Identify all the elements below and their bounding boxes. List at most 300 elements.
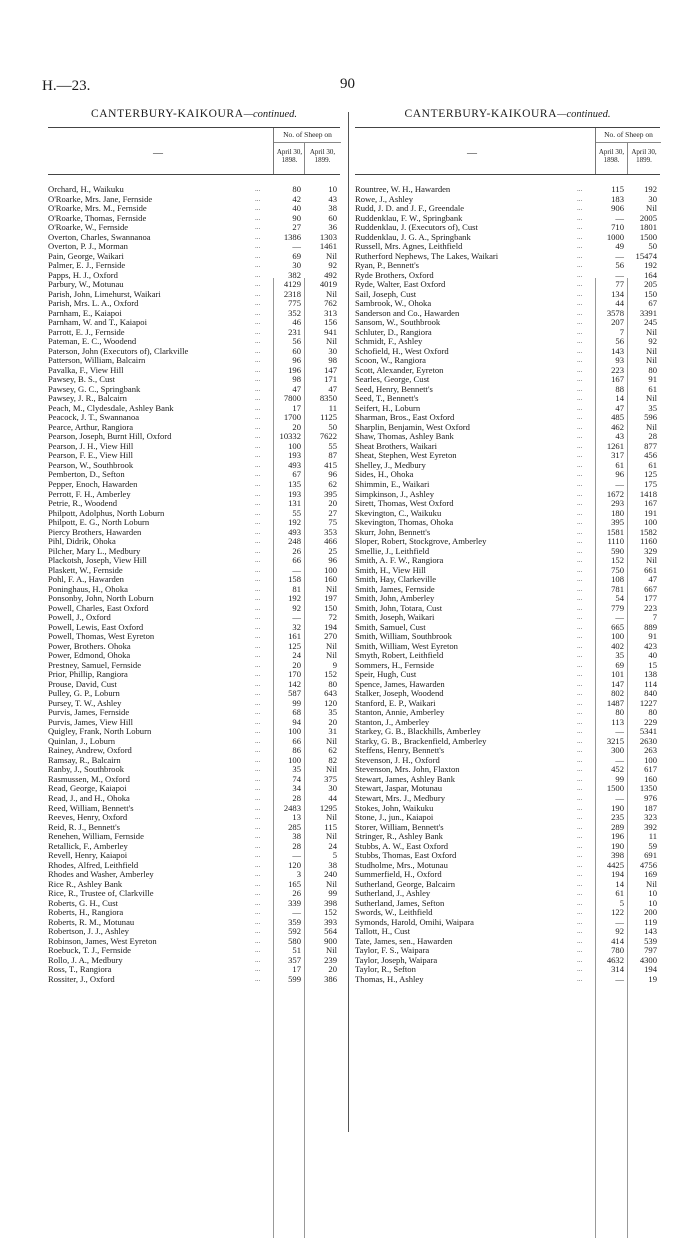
- owner-name: Rice R., Ashley Bank: [48, 878, 123, 889]
- leader-dots: ...: [577, 603, 583, 612]
- leader-dots: ...: [577, 870, 583, 879]
- owner-name: Robertson, J. J., Ashley: [48, 926, 129, 937]
- leader-dots: ...: [577, 594, 583, 603]
- owner-name: Powell, Thomas, West Eyreton: [48, 631, 155, 642]
- leader-dots: ...: [255, 594, 261, 603]
- sheep-1898: 193: [288, 488, 301, 499]
- sheep-1899: Nil: [326, 812, 337, 823]
- sheep-1899: 100: [644, 517, 657, 528]
- leader-dots: ...: [255, 755, 261, 764]
- sheep-1898: 194: [611, 869, 624, 880]
- sheep-1899: 1418: [639, 488, 657, 499]
- leader-dots: ...: [577, 232, 583, 241]
- leader-dots: ...: [577, 556, 583, 565]
- sheep-1898: 77: [615, 279, 624, 290]
- owner-name: Pawsey, G. C., Springbank: [48, 383, 141, 394]
- owner-name: Pohl, F. A., Hawarden: [48, 574, 124, 585]
- leader-dots: ...: [577, 822, 583, 831]
- owner-name: Smith, H., View Hill: [355, 564, 426, 575]
- sheep-1898: 1672: [606, 488, 624, 499]
- sheep-1899: 245: [644, 317, 657, 328]
- sheep-1899: Nil: [646, 878, 657, 889]
- leader-dots: ...: [255, 841, 261, 850]
- sheep-1898: 285: [288, 821, 301, 832]
- leader-dots: ...: [255, 384, 261, 393]
- owner-name: Ryde, Walter, East Oxford: [355, 279, 446, 290]
- sheep-1898: 2318: [283, 288, 301, 299]
- sheep-1899: 67: [648, 298, 657, 309]
- owner-name: Paterson, John (Executors of), Clarkville: [48, 345, 189, 356]
- owner-name: Powell, Lewis, East Oxford: [48, 621, 144, 632]
- owner-name: Roberts, R. M., Motunau: [48, 916, 135, 927]
- owner-name: Robinson, James, West Eyreton: [48, 935, 157, 946]
- sheep-1898: 28: [292, 840, 301, 851]
- column-divider: [348, 112, 349, 1132]
- sheep-1898: 493: [288, 526, 301, 537]
- sheep-1898: 193: [288, 450, 301, 461]
- sheep-1898: 158: [288, 574, 301, 585]
- table-row: [355, 975, 660, 985]
- leader-dots: ...: [255, 889, 261, 898]
- owner-name: Parnham, W. and T., Kaiapoi: [48, 317, 147, 328]
- leader-dots: ...: [255, 784, 261, 793]
- sheep-1899: 10: [648, 897, 657, 908]
- sheep-1898: 167: [611, 374, 624, 385]
- sheep-1898: 152: [611, 555, 624, 566]
- sheep-1898: 98: [292, 374, 301, 385]
- sheep-1898: 94: [292, 716, 301, 727]
- sheep-1899: 11: [328, 402, 337, 413]
- table-body: [355, 185, 660, 984]
- sheep-1898: 14: [615, 878, 624, 889]
- sheep-1899: Nil: [326, 336, 337, 347]
- owner-name: Smith, William, West Eyreton: [355, 640, 458, 651]
- sheep-1898: 780: [611, 945, 624, 956]
- leader-dots: ...: [577, 851, 583, 860]
- sheep-1898: 775: [288, 298, 301, 309]
- sheep-1898: 359: [288, 916, 301, 927]
- owner-name: Patterson, William, Balcairn: [48, 355, 146, 366]
- sheep-1898: 2483: [283, 802, 301, 813]
- leader-dots: ...: [255, 375, 261, 384]
- sheep-1898: 96: [292, 355, 301, 366]
- sheep-1898: 147: [611, 678, 624, 689]
- owner-name: Pearson, F. E., View Hill: [48, 450, 134, 461]
- leader-dots: ...: [577, 813, 583, 822]
- owner-name: Taylor, R., Sefton: [355, 964, 416, 975]
- leader-dots: ...: [255, 356, 261, 365]
- sheep-1898: —: [292, 850, 301, 861]
- owner-name: Pain, George, Waikari: [48, 250, 124, 261]
- sheep-1898: 590: [611, 545, 624, 556]
- sheep-1898: 74: [292, 773, 301, 784]
- sheep-1899: 156: [324, 317, 337, 328]
- sheep-1898: 40: [292, 203, 301, 214]
- sheep-1899: 92: [648, 336, 657, 347]
- owner-name: Reid, R. J., Bennett's: [48, 821, 120, 832]
- owner-name: Pepper, Enoch, Hawarden: [48, 478, 138, 489]
- sheep-1899: 200: [644, 907, 657, 918]
- leader-dots: ...: [255, 765, 261, 774]
- header-1899: April 30, 1899.: [304, 143, 340, 174]
- leader-dots: ...: [577, 641, 583, 650]
- owner-name: Stanton, J., Amberley: [355, 716, 430, 727]
- sheep-1898: 35: [615, 650, 624, 661]
- leader-dots: ...: [577, 860, 583, 869]
- leader-dots: ...: [577, 403, 583, 412]
- sheep-1899: 191: [644, 507, 657, 518]
- sheep-1898: 135: [288, 478, 301, 489]
- sheep-1898: 54: [615, 593, 624, 604]
- owner-name: O'Roarke, Mrs. Jane, Fernside: [48, 193, 153, 204]
- owner-name: Stokes, John, Waikuku: [355, 802, 434, 813]
- left-table: [48, 108, 340, 984]
- owner-name: Parish, John, Limehurst, Waikari: [48, 288, 161, 299]
- sheep-1898: 49: [615, 241, 624, 252]
- leader-dots: ...: [577, 955, 583, 964]
- owner-name: Petrie, R., Woodend: [48, 498, 118, 509]
- sheep-1899: 82: [328, 754, 337, 765]
- sheep-1899: 661: [644, 564, 657, 575]
- sheep-1899: 119: [644, 916, 657, 927]
- owner-name: Starky, G. B., Brackenfield, Amberley: [355, 735, 487, 746]
- owner-name: Shimmin, E., Waikari: [355, 478, 430, 489]
- leader-dots: ...: [577, 337, 583, 346]
- owner-name: Pursey, T. W., Ashley: [48, 697, 122, 708]
- table-row: [48, 975, 340, 985]
- owner-name: Stewart, Jaspar, Motunau: [355, 783, 443, 794]
- owner-name: Smith, Samuel, Cust: [355, 621, 426, 632]
- sheep-1898: 32: [292, 621, 301, 632]
- sheep-1898: 192: [288, 517, 301, 528]
- leader-dots: ...: [577, 451, 583, 460]
- sheep-1898: 779: [611, 602, 624, 613]
- sheep-1898: 1581: [606, 526, 624, 537]
- owner-name: Pawsey, J. R., Balcairn: [48, 393, 127, 404]
- owner-name: Palmer, E. J., Fernside: [48, 260, 126, 271]
- sheep-1898: 1110: [607, 536, 624, 547]
- owner-name: Sharplin, Benjamin, West Oxford: [355, 421, 470, 432]
- owner-name: Shelley, J., Medbury: [355, 459, 426, 470]
- sheep-1898: 38: [292, 831, 301, 842]
- leader-dots: ...: [577, 479, 583, 488]
- table-header: [355, 127, 660, 175]
- sheep-1898: 56: [615, 336, 624, 347]
- sheep-1898: 47: [292, 383, 301, 394]
- right-table: [355, 108, 660, 984]
- leader-dots: ...: [577, 499, 583, 508]
- sheep-1898: 180: [611, 507, 624, 518]
- leader-dots: ...: [577, 755, 583, 764]
- sheep-1898: 17: [292, 402, 301, 413]
- sheep-1899: 61: [648, 383, 657, 394]
- sheep-1899: 30: [328, 783, 337, 794]
- owner-name: Sutherland, George, Balcairn: [355, 878, 456, 889]
- sheep-1898: 28: [292, 793, 301, 803]
- sheep-1898: —: [615, 612, 624, 623]
- leader-dots: ...: [577, 946, 583, 955]
- leader-dots: ...: [577, 727, 583, 736]
- owner-name: Revell, Henry, Kaiapoi: [48, 850, 128, 861]
- sheep-1898: —: [615, 250, 624, 261]
- leader-dots: ...: [577, 194, 583, 203]
- owner-name: Searles, George, Cust: [355, 374, 430, 385]
- sheep-1899: Nil: [646, 326, 657, 337]
- sheep-1898: —: [615, 973, 624, 984]
- owner-name: Papps, H. J., Oxford: [48, 269, 118, 280]
- sheep-1898: 69: [615, 659, 624, 670]
- sheep-1899: 47: [328, 383, 337, 394]
- sheep-1899: 1500: [639, 231, 657, 242]
- owner-name: Sanderson and Co., Hawarden: [355, 307, 460, 318]
- sheep-1898: 289: [611, 821, 624, 832]
- group-caption: No. of Sheep on: [596, 128, 661, 143]
- leader-dots: ...: [255, 660, 261, 669]
- owner-name: Pearce, Arthur, Rangiora: [48, 421, 134, 432]
- sheep-1899: 11: [648, 831, 657, 842]
- owner-name: Taylor, F. S., Waipara: [355, 945, 430, 956]
- leader-dots: ...: [255, 365, 261, 374]
- sheep-1899: 147: [324, 364, 337, 375]
- owner-name: Smith, James, Fernside: [355, 583, 435, 594]
- sheep-1899: 15: [648, 659, 657, 670]
- leader-dots: ...: [577, 660, 583, 669]
- sheep-1898: 196: [611, 831, 624, 842]
- leader-dots: ...: [577, 965, 583, 974]
- sheep-1898: —: [292, 564, 301, 575]
- sheep-1898: 81: [292, 583, 301, 594]
- sheep-1899: 30: [648, 193, 657, 204]
- owner-name: Schmidt, F., Ashley: [355, 336, 423, 347]
- leader-dots: ...: [577, 670, 583, 679]
- title-text: CANTERBURY-KAIKOURA: [91, 108, 244, 120]
- leader-dots: ...: [255, 965, 261, 974]
- sheep-1899: Nil: [326, 945, 337, 956]
- leader-dots: ...: [255, 518, 261, 527]
- leader-dots: ...: [577, 280, 583, 289]
- sheep-1898: 34: [292, 783, 301, 794]
- owner-name: Pilcher, Mary L., Medbury: [48, 545, 141, 556]
- leader-dots: ...: [577, 879, 583, 888]
- owner-name: Pemberton, D., Sefton: [48, 469, 125, 480]
- sheep-1898: 68: [292, 707, 301, 718]
- leader-dots: ...: [255, 413, 261, 422]
- owner-name: Smith, Joseph, Waikari: [355, 612, 435, 623]
- sheep-1899: 38: [328, 859, 337, 870]
- leader-dots: ...: [255, 441, 261, 450]
- leader-dots: ...: [255, 927, 261, 936]
- sheep-1899: 177: [644, 593, 657, 604]
- leader-dots: ...: [577, 384, 583, 393]
- sheep-1898: 906: [611, 203, 624, 214]
- leader-dots: ...: [577, 565, 583, 574]
- sheep-1899: 96: [328, 469, 337, 480]
- sheep-1898: 314: [611, 964, 624, 975]
- sheep-1898: 66: [292, 735, 301, 746]
- sheep-1898: 100: [288, 726, 301, 737]
- owner-name: Symonds, Harold, Omihi, Waipara: [355, 916, 474, 927]
- sheep-1898: 56: [615, 260, 624, 271]
- sheep-1899: Nil: [326, 735, 337, 746]
- sheep-1899: 31: [328, 726, 337, 737]
- sheep-1898: 382: [288, 269, 301, 280]
- sheep-1899: Nil: [646, 345, 657, 356]
- sheep-1899: 205: [644, 279, 657, 290]
- sheep-1899: 539: [644, 935, 657, 946]
- sheep-1899: 7622: [319, 431, 337, 442]
- owner-name: Reed, William, Bennett's: [48, 802, 134, 813]
- owner-name: Smith, Hay, Clarkeville: [355, 574, 437, 585]
- sheep-1899: Nil: [646, 355, 657, 366]
- leader-dots: ...: [255, 746, 261, 755]
- leader-dots: ...: [255, 708, 261, 717]
- sheep-1898: 27: [292, 222, 301, 233]
- sheep-1899: 398: [324, 897, 337, 908]
- sheep-1898: 100: [288, 440, 301, 451]
- owner-name: Schluter, D., Rangiora: [355, 326, 432, 337]
- leader-dots: ...: [255, 651, 261, 660]
- column-rule: [273, 278, 274, 1238]
- owner-name: Ryde Brothers, Oxford: [355, 269, 434, 280]
- leader-dots: ...: [577, 185, 583, 193]
- sheep-1899: 877: [644, 440, 657, 451]
- owner-name: Stubbs, A. W., East Oxford: [355, 840, 449, 851]
- group-caption: No. of Sheep on: [274, 128, 341, 143]
- sheep-1899: 1227: [639, 697, 657, 708]
- leader-dots: ...: [255, 689, 261, 698]
- owner-name: Ruddenklau, J. G. A., Springbank: [355, 231, 471, 242]
- sheep-1898: 143: [611, 345, 624, 356]
- header-1898: April 30, 1898.: [598, 148, 625, 164]
- sheep-1899: 62: [328, 478, 337, 489]
- sheep-1899: 143: [644, 926, 657, 937]
- column-rule: [595, 278, 596, 1238]
- leader-dots: ...: [255, 698, 261, 707]
- owner-name: Stevenson, Mrs. John, Flaxton: [355, 764, 460, 775]
- owner-name: Stanton, Annie, Amberley: [355, 707, 445, 718]
- sheep-1898: 17: [292, 964, 301, 975]
- sheep-1899: 1295: [319, 802, 337, 813]
- sheep-1898: —: [615, 726, 624, 737]
- leader-dots: ...: [255, 727, 261, 736]
- sheep-1898: 196: [288, 364, 301, 375]
- sheep-1899: 7: [652, 612, 657, 623]
- sheep-1898: 293: [611, 498, 624, 509]
- page-number: 90: [340, 76, 355, 92]
- sheep-1898: 599: [288, 973, 301, 984]
- leader-dots: ...: [255, 185, 261, 193]
- sheep-1899: 175: [644, 478, 657, 489]
- owner-name: O'Roarke, W., Fernside: [48, 222, 129, 233]
- sheep-1899: 840: [644, 688, 657, 699]
- leader-dots: ...: [255, 422, 261, 431]
- sheep-1898: 44: [615, 298, 624, 309]
- sheep-1899: 38: [328, 203, 337, 214]
- sheep-1899: 30: [328, 345, 337, 356]
- leader-dots: ...: [577, 651, 583, 660]
- sheep-1899: 80: [648, 707, 657, 718]
- column-rule: [627, 278, 628, 1238]
- sheep-1899: Nil: [646, 555, 657, 566]
- sheep-1899: 1125: [320, 412, 337, 423]
- sheep-1899: 270: [324, 631, 337, 642]
- sheep-1899: 2005: [639, 212, 657, 223]
- leader-dots: ...: [577, 327, 583, 336]
- title-text: CANTERBURY-KAIKOURA: [404, 108, 558, 120]
- sheep-1899: Nil: [326, 640, 337, 651]
- leader-dots: ...: [577, 613, 583, 622]
- sheep-1899: 36: [328, 222, 337, 233]
- leader-dots: ...: [577, 413, 583, 422]
- owner-name: Sail, Joseph, Cust: [355, 288, 417, 299]
- leader-dots: ...: [255, 280, 261, 289]
- sheep-1899: 2630: [639, 735, 657, 746]
- owner-name: Philpott, E. G., North Loburn: [48, 517, 150, 528]
- sheep-1898: 750: [611, 564, 624, 575]
- sheep-1899: 120: [324, 697, 337, 708]
- header-1898: April 30, 1898.: [276, 148, 303, 164]
- leader-dots: ...: [255, 641, 261, 650]
- sheep-1899: 5: [332, 850, 337, 861]
- owner-name: Roberts, G. H., Cust: [48, 897, 118, 908]
- owner-name: Prestney, Samuel, Fernside: [48, 659, 142, 670]
- owner-name: Parish, Mrs. L. A., Oxford: [48, 298, 139, 309]
- sheep-1899: 20: [328, 964, 337, 975]
- sheep-1899: 4019: [319, 279, 337, 290]
- leader-dots: ...: [577, 289, 583, 298]
- sheep-1899: 941: [324, 326, 337, 337]
- sheep-1899: 194: [644, 964, 657, 975]
- sheep-1899: 3391: [639, 307, 657, 318]
- sheep-1899: 229: [644, 716, 657, 727]
- owner-name: Studholme, Mrs., Motunau: [355, 859, 448, 870]
- leader-dots: ...: [255, 318, 261, 327]
- leader-dots: ...: [255, 194, 261, 203]
- sheep-1899: 5341: [639, 726, 657, 737]
- sheep-1899: 80: [648, 364, 657, 375]
- leader-dots: ...: [255, 556, 261, 565]
- sheep-1898: 99: [615, 773, 624, 784]
- sheep-1899: 643: [324, 688, 337, 699]
- sheep-1899: 423: [644, 640, 657, 651]
- leader-dots: ...: [577, 223, 583, 232]
- owner-name: Smith, William, Southbrook: [355, 631, 452, 642]
- leader-dots: ...: [577, 489, 583, 498]
- leader-dots: ...: [577, 318, 583, 327]
- leader-dots: ...: [255, 204, 261, 213]
- sheep-1899: 50: [648, 241, 657, 252]
- owner-name: Stringer, R., Ashley Bank: [355, 831, 443, 842]
- leader-dots: ...: [577, 441, 583, 450]
- sheep-1899: 167: [644, 498, 657, 509]
- owner-name: Prior, Phillip, Rangiora: [48, 669, 128, 680]
- owner-name: Taylor, Joseph, Waipara: [355, 954, 438, 965]
- leader-dots: ...: [577, 308, 583, 317]
- sheep-1898: —: [615, 269, 624, 280]
- sheep-1899: 617: [644, 764, 657, 775]
- leader-dots: ...: [577, 242, 583, 251]
- sheep-1898: 587: [288, 688, 301, 699]
- sheep-1899: 27: [328, 507, 337, 518]
- sheep-1899: 91: [648, 374, 657, 385]
- sheep-1899: 392: [644, 821, 657, 832]
- leader-dots: ...: [577, 270, 583, 279]
- sheep-1898: 20: [292, 659, 301, 670]
- leader-dots: ...: [577, 774, 583, 783]
- document-reference: H.—23.: [42, 78, 91, 94]
- sheep-1899: 169: [644, 869, 657, 880]
- sheep-1899: 44: [328, 793, 337, 803]
